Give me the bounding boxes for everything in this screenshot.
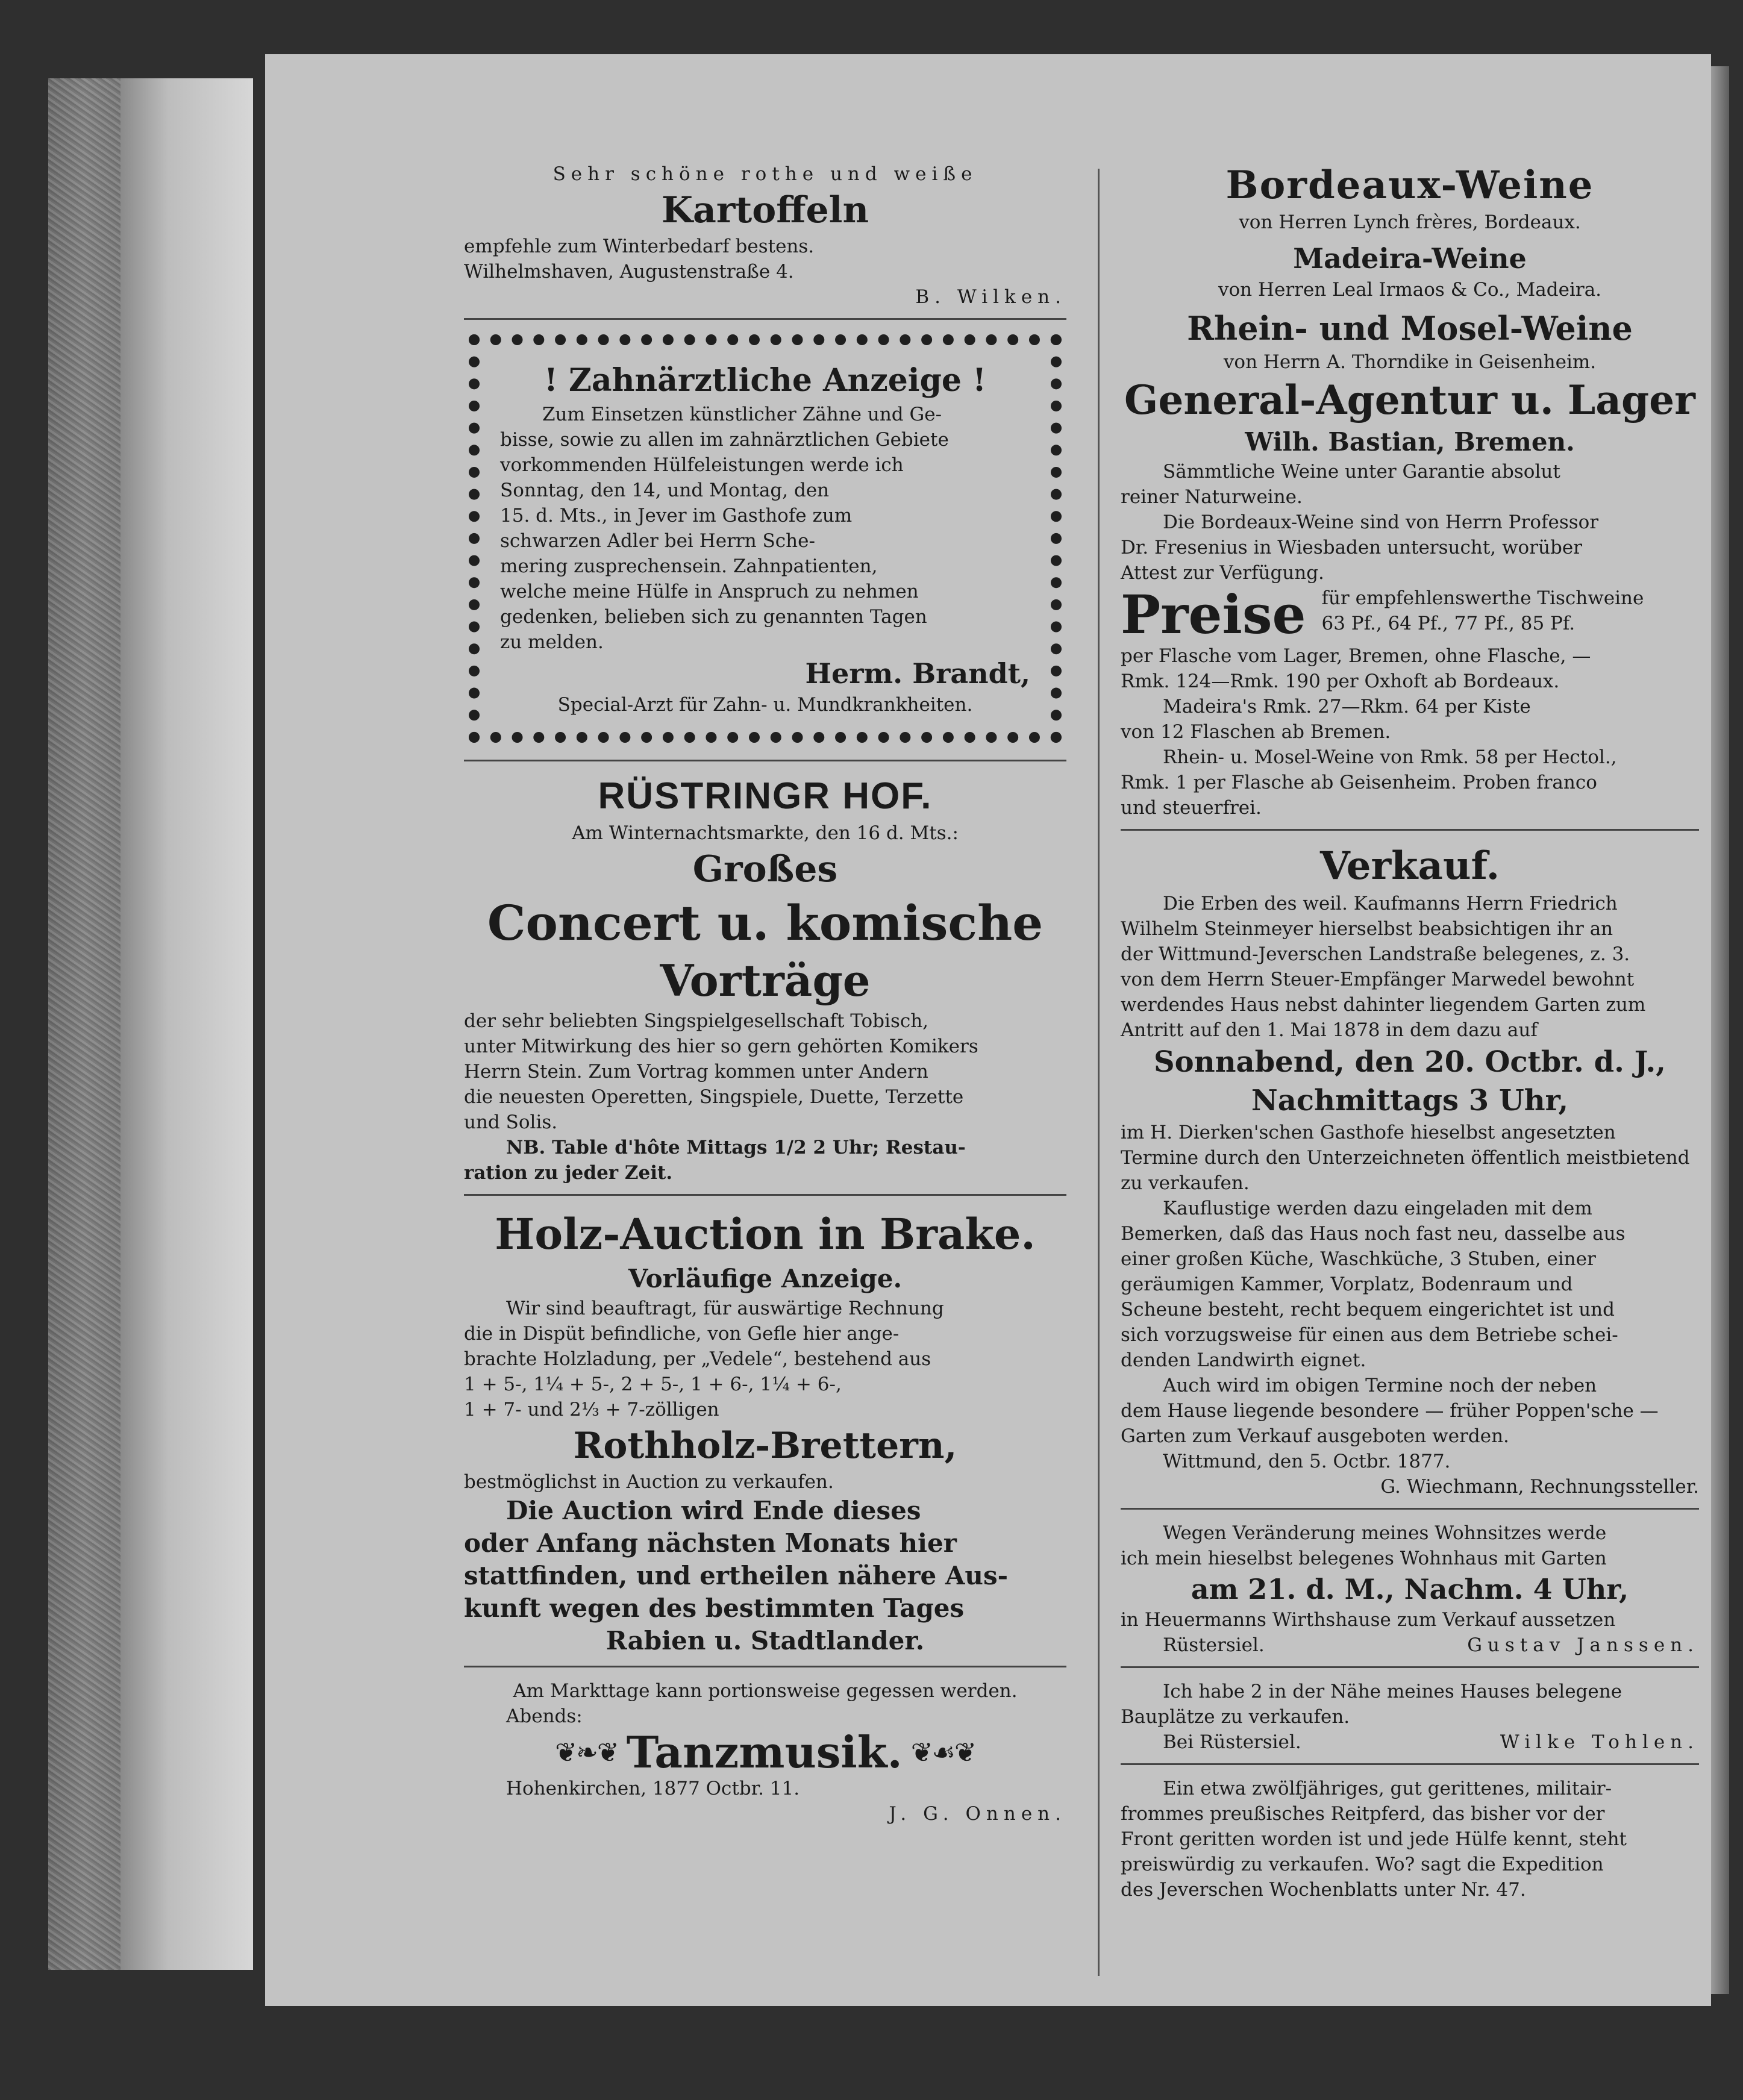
ad-wine [1121,157,1699,831]
sale-place-date: Wittmund, den 5. Octbr. 1877. [1163,1451,1451,1472]
plots-signature: Wilke Tohlen. [1500,1731,1699,1753]
house-date: am 21. d. M., Nachm. 4 Uhr, [1191,1573,1629,1605]
wine-preise-word: Preise [1121,583,1306,646]
ornament-left-icon: ❦❧❦ [555,1737,618,1768]
wine-preise-text [1321,586,1699,636]
dentist-line: gedenken, belieben sich zu genannten Tagen [500,606,927,628]
wine-para3: Rmk. 1 per Flasche ab Geisenheim. Proben franco [1121,772,1597,793]
wine-sub-rhein: von Herrn A. Thorndike in Geisenheim. [1223,351,1597,373]
column-divider [1098,169,1100,1976]
wine-title-rhein: Rhein- und Mosel-Weine [1187,309,1633,348]
house-place: Rüstersiel. [1163,1634,1265,1656]
concert-title-2: Concert u. komische [487,895,1044,951]
dentist-dotted-frame [469,334,1062,743]
plots-line2: Bauplätze zu verkaufen. [1121,1706,1350,1728]
auction-line: brachte Holzladung, per „Vedele“, bestehend aus [464,1348,931,1370]
concert-title-3: Vorträge [660,955,871,1006]
horse-line: preiswürdig zu verkaufen. Wo? sagt die Expedition [1121,1854,1604,1875]
wine-preise-line: für empfehlenswerthe Tischweine [1321,587,1644,609]
sale-line: Die Erben des weil. Kaufmanns Herrn Friedrich [1163,893,1618,914]
dentist-name: Herm. Brandt, [805,657,1030,690]
house-line3: in Heuermanns Wirthshause zum Verkauf aussetzen [1121,1609,1616,1631]
wine-sub-madeira: von Herren Leal Irmaos & Co., Madeira. [1218,279,1602,301]
wine-preise-block [1121,583,1699,646]
wine-para2: Dr. Fresenius in Wiesbaden untersucht, worüber [1121,537,1582,558]
dance-line1: Am Markttage kann portionsweise gegessen werden. [513,1680,1018,1702]
marbled-edge [48,78,120,1970]
sale-line: im H. Dierken'schen Gasthofe hieselbst angesetzten [1121,1122,1616,1143]
ad-potatoes [464,157,1066,320]
dentist-line: mering zusprechensein. Zahnpatienten, [500,555,878,577]
auction-wood: Rothholz-Brettern, [573,1425,957,1467]
concert-title-1: Großes [692,848,838,890]
ad-horse [1121,1771,1699,1911]
sale-line: von dem Herrn Steuer-Empfänger Marwedel bewohnt [1121,969,1635,990]
ad-sale [1121,837,1699,1510]
wine-preise-line: 63 Pf., 64 Pf., 77 Pf., 85 Pf. [1321,613,1576,634]
left-column [464,157,1066,1841]
auction-bold-line: oder Anfang nächsten Monats hier [464,1528,957,1558]
dance-place-date: Hohenkirchen, 1877 Octbr. 11. [506,1778,800,1799]
plots-sign-row [1121,1730,1699,1755]
page-fold-shadow [1711,66,1729,1994]
potatoes-line1: empfehle zum Winterbedarf bestens. [464,236,815,257]
house-sign-row [1121,1633,1699,1658]
wine-sub-agentur: Wilh. Bastian, Bremen. [1245,427,1575,457]
dentist-line: schwarzen Adler bei Herrn Sche- [500,530,815,552]
concert-date-line: Am Winternachtsmarkte, den 16 d. Mts.: [572,822,959,844]
concert-line: und Solis. [464,1111,558,1133]
dentist-line: bisse, sowie zu allen im zahnärztlichen Gebiete [500,429,949,451]
dance-signature: J. G. Onnen. [889,1803,1066,1825]
dentist-line: Zum Einsetzen künstlicher Zähne und Ge- [542,404,942,425]
auction-line: Wir sind beauftragt, für auswärtige Rechnung [506,1298,944,1319]
wine-sub-bordeaux: von Herren Lynch frères, Bordeaux. [1239,211,1581,233]
sale-line: der Wittmund-Jeverschen Landstraße belegenes, z. 3. [1121,943,1630,965]
concert-line: die neuesten Operetten, Singspiele, Duette, Terzette [464,1086,964,1108]
concert-venue: RÜSTRINGR HOF. [598,775,933,817]
sale-line: geräumigen Kammer, Vorplatz, Bodenraum und [1121,1273,1573,1295]
auction-bold-line: kunft wegen des bestimmten Tages [464,1593,965,1623]
horse-line: Ein etwa zwölfjähriges, gut gerittenes, militair- [1163,1778,1612,1799]
sale-title: Verkauf. [1319,843,1500,889]
wine-para3: Rmk. 124—Rmk. 190 per Oxhoft ab Bordeaux. [1121,670,1560,692]
concert-line: unter Mitwirkung des hier so gern gehörten Komikers [464,1036,978,1057]
wine-para3: und steuerfrei. [1121,797,1262,819]
auction-signature: Rabien u. Stadtlander. [606,1626,925,1655]
dance-title: Tanzmusik. [626,1727,903,1778]
ad-house [1121,1516,1699,1668]
right-column [1121,157,1699,1917]
sale-line: Garten zum Verkauf ausgeboten werden. [1121,1425,1509,1447]
sale-line: dem Hause liegende besondere — früher Poppen'sche — [1121,1400,1659,1422]
dentist-line: vorkommenden Hülfeleistungen werde ich [500,454,904,476]
horse-line: frommes preußisches Reitpferd, das bisher vor der [1121,1803,1605,1825]
auction-bold-line: Die Auction wird Ende dieses [506,1496,921,1525]
wine-title-madeira: Madeira-Weine [1293,242,1527,275]
wine-para3: Rhein- u. Mosel-Weine von Rmk. 58 per Hectol., [1163,746,1617,768]
wine-para1: Sämmtliche Weine unter Garantie absolut [1163,461,1560,483]
plots-line1: Ich habe 2 in der Nähe meines Hauses belegene [1163,1681,1623,1702]
dance-line2: Abends: [506,1705,583,1727]
wine-title-agentur: General-Agentur u. Lager [1124,377,1695,423]
ad-dentist [464,326,1066,761]
concert-nb-line: ration zu jeder Zeit. [464,1162,673,1184]
sale-line: Bemerken, daß das Haus noch fast neu, dasselbe aus [1121,1223,1626,1245]
house-line: ich mein hieselbst belegenes Wohnhaus mit Garten [1121,1548,1607,1569]
wine-para2: Attest zur Verfügung. [1121,562,1324,584]
wine-title-bordeaux: Bordeaux-Weine [1225,163,1594,208]
potatoes-title: Kartoffeln [661,189,869,231]
dentist-line: welche meine Hülfe in Anspruch zu nehmen [500,581,919,602]
sale-signature: G. Wiechmann, Rechnungssteller. [1380,1476,1699,1498]
dentist-title: ! Zahnärztliche Anzeige ! [544,362,986,399]
book-page-edges [48,78,253,1970]
sale-line: denden Landwirth eignet. [1121,1349,1366,1371]
dentist-line: 15. d. Mts., in Jever im Gasthofe zum [500,505,853,527]
potatoes-line2: Wilhelmshaven, Augustenstraße 4. [464,261,794,283]
wine-para2: Die Bordeaux-Weine sind von Herrn Professor [1163,511,1599,533]
wine-para3: von 12 Flaschen ab Bremen. [1121,721,1391,743]
sale-line: Kauflustige werden dazu eingeladen mit dem [1163,1198,1592,1219]
ad-dance [464,1673,1066,1835]
sale-line: sich vorzugsweise für einen aus dem Betriebe schei- [1121,1324,1618,1346]
ornament-right-icon: ❦☙❦ [910,1737,975,1768]
sale-line: einer großen Küche, Waschküche, 3 Stuben, einer [1121,1248,1596,1270]
concert-line: der sehr beliebten Singspielgesellschaft Tobisch, [464,1010,929,1032]
ad-plots [1121,1674,1699,1765]
wine-para3: per Flasche vom Lager, Bremen, ohne Flasche, — [1121,645,1591,667]
wine-para3: Madeira's Rmk. 27—Rkm. 64 per Kiste [1163,696,1531,717]
horse-line: des Jeverschen Wochenblatts unter Nr. 47. [1121,1879,1526,1901]
wine-para1: reiner Naturweine. [1121,486,1303,508]
auction-title: Holz-Auction in Brake. [495,1209,1036,1259]
sale-line: zu verkaufen. [1121,1172,1250,1194]
sale-time: Nachmittags 3 Uhr, [1251,1084,1569,1117]
potatoes-signature: B. Wilken. [915,286,1066,308]
auction-bold-line: stattfinden, und ertheilen nähere Aus- [464,1561,1009,1590]
sale-line: Auch wird im obigen Termine noch der neben [1163,1375,1597,1396]
ad-concert [464,767,1066,1196]
auction-sell-line: bestmöglichst in Auction zu verkaufen. [464,1471,834,1493]
dentist-line: zu melden. [500,631,604,653]
ad-auction [464,1202,1066,1667]
sale-line: Scheune besteht, recht bequem eingerichtet ist und [1121,1299,1615,1320]
dentist-subtitle: Special-Arzt für Zahn- u. Mundkrankheiten. [557,694,973,716]
dance-title-row [464,1729,1066,1776]
auction-line: die in Dispüt befindliche, von Gefle hier ange- [464,1323,900,1345]
concert-line: Herrn Stein. Zum Vortrag kommen unter Andern [464,1061,928,1083]
sale-line: Wilhelm Steinmeyer hierselbst beabsichtigen ihr an [1121,918,1613,940]
house-line: Wegen Veränderung meines Wohnsitzes werde [1163,1522,1607,1544]
auction-subtitle: Vorläufige Anzeige. [628,1264,903,1293]
plots-place: Bei Rüstersiel. [1163,1731,1301,1753]
sale-line: Termine durch den Unterzeichneten öffentlich meistbietend [1121,1147,1690,1169]
sale-line: werdendes Haus nebst dahinter liegendem Garten zum [1121,994,1646,1016]
concert-nb-line: NB. Table d'hôte Mittags 1/2 2 Uhr; Restau- [506,1137,966,1158]
potatoes-intro: Sehr schöne rothe und weiße [552,163,978,185]
auction-line: 1 + 7- und 2⅓ + 7-zölligen [464,1399,719,1420]
house-signature: Gustav Janssen. [1467,1634,1699,1656]
horse-line: Front geritten worden ist und jede Hülfe kennt, steht [1121,1828,1627,1850]
dentist-line: Sonntag, den 14, und Montag, den [500,480,830,501]
sale-date: Sonnabend, den 20. Octbr. d. J., [1154,1045,1666,1079]
auction-line: 1 + 5-, 1¼ + 5-, 2 + 5-, 1 + 6-, 1¼ + 6-, [464,1373,842,1395]
sale-line: Antritt auf den 1. Mai 1878 in dem dazu auf [1121,1019,1538,1041]
